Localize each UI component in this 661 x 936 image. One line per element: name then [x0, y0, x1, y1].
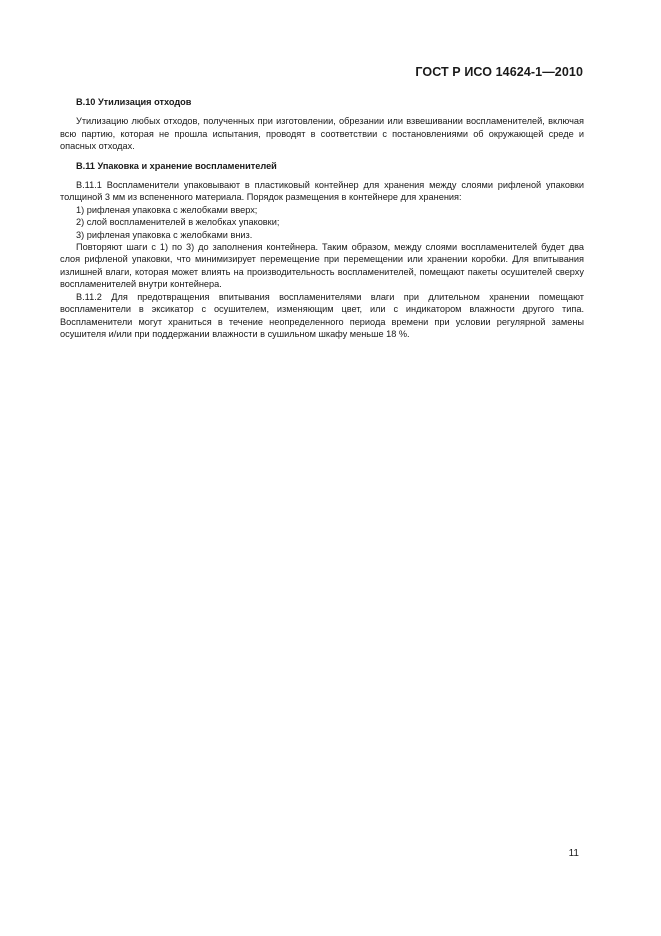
page-number: 11: [568, 848, 579, 859]
list-item-step-3: 3) рифленая упаковка с желобками вниз.: [76, 229, 253, 240]
list-item-step-2: 2) слой воспламенителей в желобках упаковки;: [76, 217, 280, 228]
list-item-step-1: 1) рифленая упаковка с желобками вверх;: [76, 204, 258, 215]
section-b10-text: Утилизацию любых отходов, полученных при изготовлении, обрезании или взвешивании воспламенителей, включая всю партию, которая не прошла испытания, проводят в соответствии с постановлениями об окружающей среде и опасных отходах.: [60, 116, 584, 152]
section-b11-paragraph-2: Повторяют шаги с 1) по 3) до заполнения контейнера. Таким образом, между слоями воспламенителей будет два слоя рифленой упаковки, что минимизирует перемещение при перемещении или хранении коробки. Для впитывания излишней влаги, которая может влиять на производительность воспламенителей, помещают пакеты осушителей сверху воспламенителей внутри контейнера.: [60, 242, 584, 290]
section-b11-paragraph-1: В.11.1 Воспламенители упаковывают в пластиковый контейнер для хранения между слоями рифленой упаковки толщиной 3 мм из вспененного материала. Порядок размещения в контейнере для хранения:: [60, 180, 584, 203]
section-b11-paragraph-3: В.11.2 Для предотвращения впитывания воспламенителями влаги при длительном хранении помещают воспламенители в эксикатор с осушителем, изменяющим цвет, или с индикатором влажности другого типа. Воспламенители могут храниться в течение неопределенного периода времени при условии регулярной замены осушителя и/или при поддержании влажности в сушильном шкафу меньше 18 %.: [60, 291, 584, 339]
section-b10-title: В.10 Утилизация отходов: [76, 97, 192, 107]
page-content: [60, 96, 584, 340]
standard-header: ГОСТ Р ИСО 14624-1—2010: [415, 65, 583, 79]
section-b11-title: В.11 Упаковка и хранение воспламенителей: [76, 160, 277, 171]
